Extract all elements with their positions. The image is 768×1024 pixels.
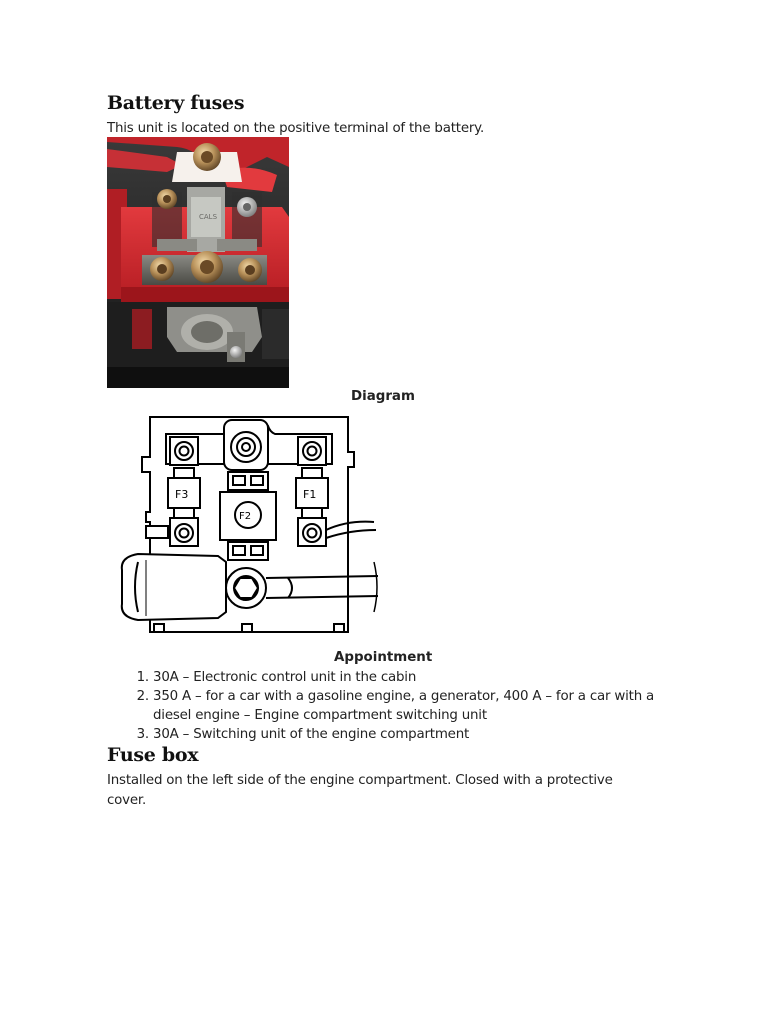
list-item: 1. 30A – Electronic control unit in the cabin bbox=[153, 668, 667, 687]
battery-fuses-heading: Battery fuses bbox=[107, 92, 245, 114]
appointment-list bbox=[107, 668, 667, 744]
appointment-caption: Appointment bbox=[334, 650, 433, 665]
label-f2: F2 bbox=[239, 511, 252, 522]
fuse-box-description: Installed on the left side of the engine compartment. Closed with a protective cover. bbox=[107, 773, 613, 808]
fuse-box-heading: Fuse box bbox=[107, 744, 199, 766]
battery-fuses-description: This unit is located on the positive terminal of the battery. bbox=[107, 121, 485, 136]
svg-text:CALS: CALS bbox=[199, 213, 218, 221]
label-f1: F1 bbox=[303, 488, 317, 501]
label-f3: F3 bbox=[175, 488, 189, 501]
battery-fuse-photo bbox=[107, 137, 289, 388]
fuse-diagram bbox=[118, 412, 386, 640]
list-item: 2. 350 A – for a car with a gasoline engine, a generator, 400 A – for a car with a diesel engine – Engine compartment switching unit bbox=[153, 687, 667, 725]
diagram-caption: Diagram bbox=[351, 389, 415, 404]
list-item: 3. 30A – Switching unit of the engine compartment bbox=[153, 725, 667, 744]
